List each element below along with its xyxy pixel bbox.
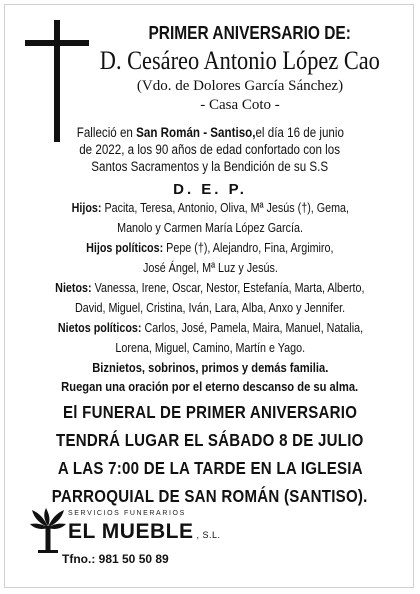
grandchildren-in-law-names-1: Carlos, José, Pamela, Maira, Manuel, Natalia, <box>140 321 363 335</box>
funeral-line-2 <box>0 426 420 454</box>
funeral-line-4-text: PARROQUIAL DE SAN ROMÁN (SANTISO). <box>52 486 368 506</box>
children-line-1 <box>0 198 420 218</box>
funeral-line-3-text: A LAS 7:00 DE LA TARDE EN LA IGLESIA <box>57 458 363 478</box>
anniversary-title <box>95 23 405 44</box>
children-names-2: Manolo y Carmen María López García. <box>117 221 303 235</box>
funeral-line-3 <box>0 454 420 482</box>
house-name: - Casa Coto - <box>200 97 280 113</box>
grandchildren-in-law-line-1 <box>0 318 420 338</box>
funeral-line-4 <box>0 482 420 510</box>
funeral-line-2-text: TENDRÁ LUGAR EL SÁBADO 8 DE JULIO <box>56 430 364 450</box>
death-notice-line-3-text: Santos Sacramentos y la Bendición de su S.S <box>91 159 329 174</box>
death-notice-line-1-inner <box>76 124 343 141</box>
logo-brand-suffix: , S.L. <box>196 530 221 540</box>
prayer-request-text: Ruegan una oración por el eterno descanso de su alma. <box>61 379 359 394</box>
deceased-name-text: D. Cesáreo Antonio López Cao <box>99 46 381 75</box>
in-laws-line-1 <box>0 238 420 258</box>
grandchildren-in-law-names-2: Lorena, Miguel, Camino, Martín e Yago. <box>115 341 305 355</box>
death-place: San Román - Santiso, <box>135 125 256 140</box>
logo-tagline: SERVICIOS FUNERARIOS <box>68 510 186 517</box>
grandchildren-names-1: Vanessa, Irene, Oscar, Nestor, Estefanía, Marta, Alberto, <box>91 281 365 295</box>
widow-of: (Vdo. de Dolores García Sánchez) <box>136 78 344 94</box>
funeral-line-1-text: El FUNERAL DE PRIMER ANIVERSARIO <box>62 402 358 422</box>
children-line-2 <box>0 218 420 238</box>
grandchildren-line-2 <box>0 298 420 318</box>
death-notice <box>0 124 420 175</box>
funeral-announcement <box>0 398 420 510</box>
death-notice-line-2 <box>0 141 420 158</box>
grandchildren-in-law-line-1-inner <box>57 318 362 338</box>
deceased-name <box>70 46 410 76</box>
logo-brand <box>68 520 220 544</box>
logo-brand-text: EL MUEBLE <box>68 520 194 543</box>
children-label: Hijos: <box>71 201 102 215</box>
extended-family-text: Biznietos, sobrinos, primos y demás familia. <box>91 360 329 375</box>
grandchildren-in-law-label: Nietos políticos: <box>57 321 141 335</box>
grandchildren-names-2: David, Miguel, Cristina, Iván, Lara, Alba, Anxo y Jennifer. <box>74 301 346 315</box>
rip-heading: D. E. P. <box>173 181 247 198</box>
in-laws-line-2 <box>0 258 420 278</box>
death-notice-line-3 <box>0 158 420 175</box>
grandchildren-line-1 <box>0 278 420 298</box>
extended-family <box>0 360 420 375</box>
funeral-home-logo <box>28 508 221 570</box>
logo-phone: Tfno.: 981 50 50 89 <box>62 552 169 566</box>
in-laws-names-1: Pepe (†), Alejandro, Fina, Argimiro, <box>163 241 334 255</box>
funeral-line-1 <box>0 398 420 426</box>
death-notice-line-1 <box>0 124 420 141</box>
grandchildren-label: Nietos: <box>55 281 92 295</box>
death-notice-line-2-text: de 2022, a los 90 años de edad confortado con los <box>79 142 341 157</box>
children-line-1-inner <box>71 198 348 218</box>
children-names-1: Pacita, Teresa, Antonio, Oliva, Mª Jesús (†), Gema, <box>101 201 349 215</box>
in-laws-label: Hijos políticos: <box>86 241 164 255</box>
grandchildren-line-1-inner <box>55 278 364 298</box>
death-date: el día 16 de junio <box>255 125 344 140</box>
prayer-request <box>0 379 420 394</box>
tree-logo-icon <box>28 508 68 554</box>
grandchildren-in-law-line-2 <box>0 338 420 358</box>
in-laws-names-2: José Ángel, Mª Luz y Jesús. <box>142 261 278 275</box>
anniversary-title-text: PRIMER ANIVERSARIO DE: <box>148 23 352 43</box>
in-laws-line-1-inner <box>86 238 333 258</box>
death-prefix: Falleció en <box>76 125 136 140</box>
